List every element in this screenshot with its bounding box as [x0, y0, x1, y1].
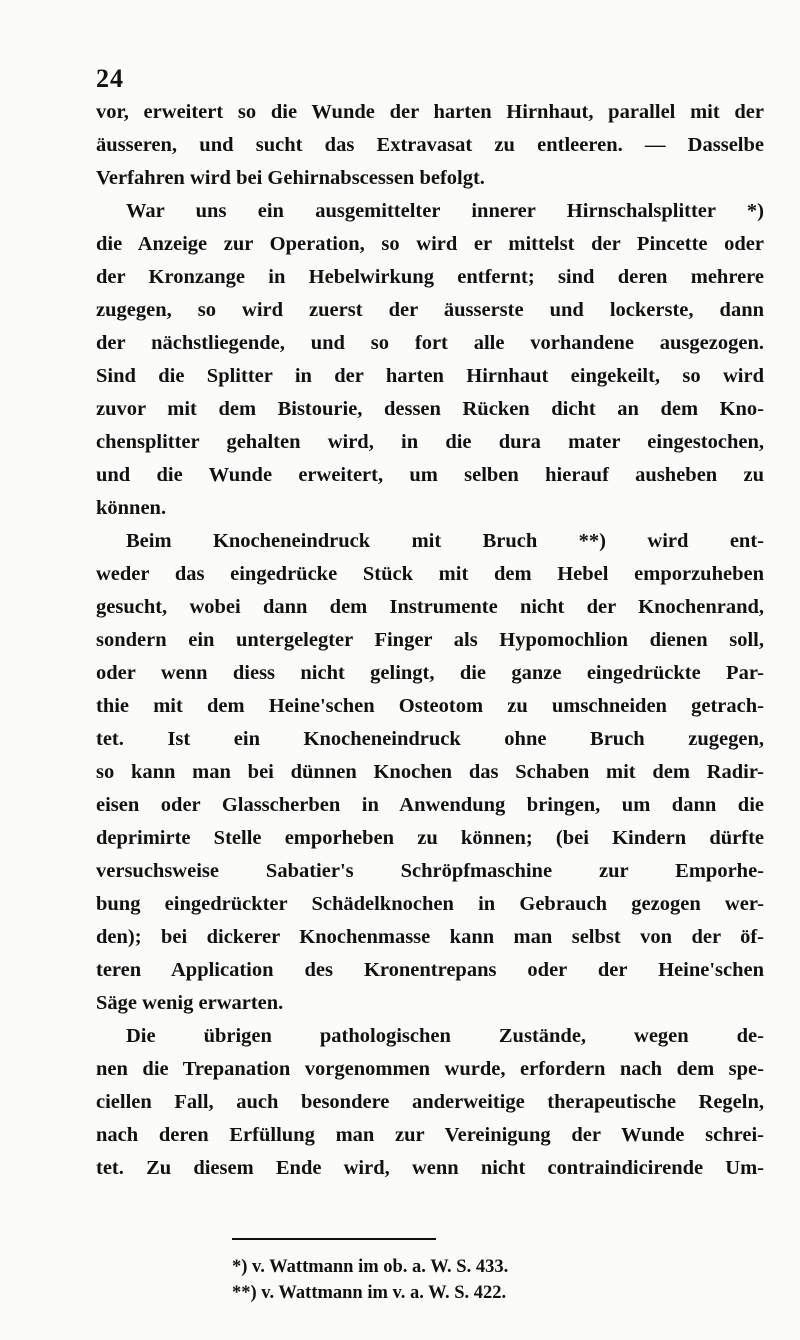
- text-line: nen die Trepanation vorgenommen wurde, erfordern nach dem spe-: [96, 1058, 764, 1080]
- text-line: den); bei dickerer Knochenmasse kann man selbst von der öf-: [96, 926, 764, 948]
- text-line: der Kronzange in Hebelwirkung entfernt; sind deren mehrere: [96, 266, 764, 288]
- text-line: so kann man bei dünnen Knochen das Schaben mit dem Radir-: [96, 761, 764, 783]
- text-line: thie mit dem Heine'schen Osteotom zu umschneiden getrach-: [96, 695, 764, 717]
- text-line: Beim Knocheneindruck mit Bruch **) wird ent-: [126, 530, 764, 552]
- text-line: Die übrigen pathologischen Zustände, wegen de-: [126, 1025, 764, 1047]
- text-line: Verfahren wird bei Gehirnabscessen befolgt.: [96, 167, 485, 189]
- body-text: [96, 96, 764, 1185]
- page-number: 24: [96, 64, 124, 93]
- text-line: weder das eingedrücke Stück mit dem Hebel emporzuheben: [96, 563, 764, 585]
- text-line: sondern ein untergelegter Finger als Hypomochlion dienen soll,: [96, 629, 764, 651]
- text-line: gesucht, wobei dann dem Instrumente nicht der Knochenrand,: [96, 596, 764, 618]
- text-line: und die Wunde erweitert, um selben hierauf ausheben zu: [96, 464, 764, 486]
- text-line: vor, erweitert so die Wunde der harten Hirnhaut, parallel mit der: [96, 101, 764, 123]
- text-line: die Anzeige zur Operation, so wird er mittelst der Pincette oder: [96, 233, 764, 255]
- footnotes: [232, 1254, 732, 1306]
- footnote-divider: [232, 1238, 436, 1240]
- text-line: teren Application des Kronentrepans oder der Heine'schen: [96, 959, 764, 981]
- text-line: nach deren Erfüllung man zur Vereinigung der Wunde schrei-: [96, 1124, 764, 1146]
- text-line: War uns ein ausgemittelter innerer Hirnschalsplitter *): [126, 200, 764, 222]
- text-line: Sind die Splitter in der harten Hirnhaut eingekeilt, so wird: [96, 365, 764, 387]
- text-line: können.: [96, 497, 167, 519]
- text-line: ciellen Fall, auch besondere anderweitige therapeutische Regeln,: [96, 1091, 764, 1113]
- text-line: zuvor mit dem Bistourie, dessen Rücken dicht an dem Kno-: [96, 398, 764, 420]
- text-line: deprimirte Stelle emporheben zu können; (bei Kindern dürfte: [96, 827, 764, 849]
- text-line: der nächstliegende, und so fort alle vorhandene ausgezogen.: [96, 332, 764, 354]
- text-line: chensplitter gehalten wird, in die dura mater eingestochen,: [96, 431, 764, 453]
- text-line: äusseren, und sucht das Extravasat zu entleeren. — Dasselbe: [96, 134, 764, 156]
- text-line: Säge wenig erwarten.: [96, 992, 284, 1014]
- text-line: tet. Ist ein Knocheneindruck ohne Bruch zugegen,: [96, 728, 764, 750]
- text-line: bung eingedrückter Schädelknochen in Gebrauch gezogen wer-: [96, 893, 764, 915]
- text-line: eisen oder Glasscherben in Anwendung bringen, um dann die: [96, 794, 764, 816]
- text-line: oder wenn diess nicht gelingt, die ganze eingedrückte Par-: [96, 662, 764, 684]
- text-line: zugegen, so wird zuerst der äusserste und lockerste, dann: [96, 299, 764, 321]
- footnote: **) v. Wattmann im v. a. W. S. 422.: [232, 1283, 507, 1303]
- text-line: versuchsweise Sabatier's Schröpfmaschine zur Emporhe-: [96, 860, 764, 882]
- footnote: *) v. Wattmann im ob. a. W. S. 433.: [232, 1257, 509, 1277]
- text-line: tet. Zu diesem Ende wird, wenn nicht contraindicirende Um-: [96, 1157, 764, 1179]
